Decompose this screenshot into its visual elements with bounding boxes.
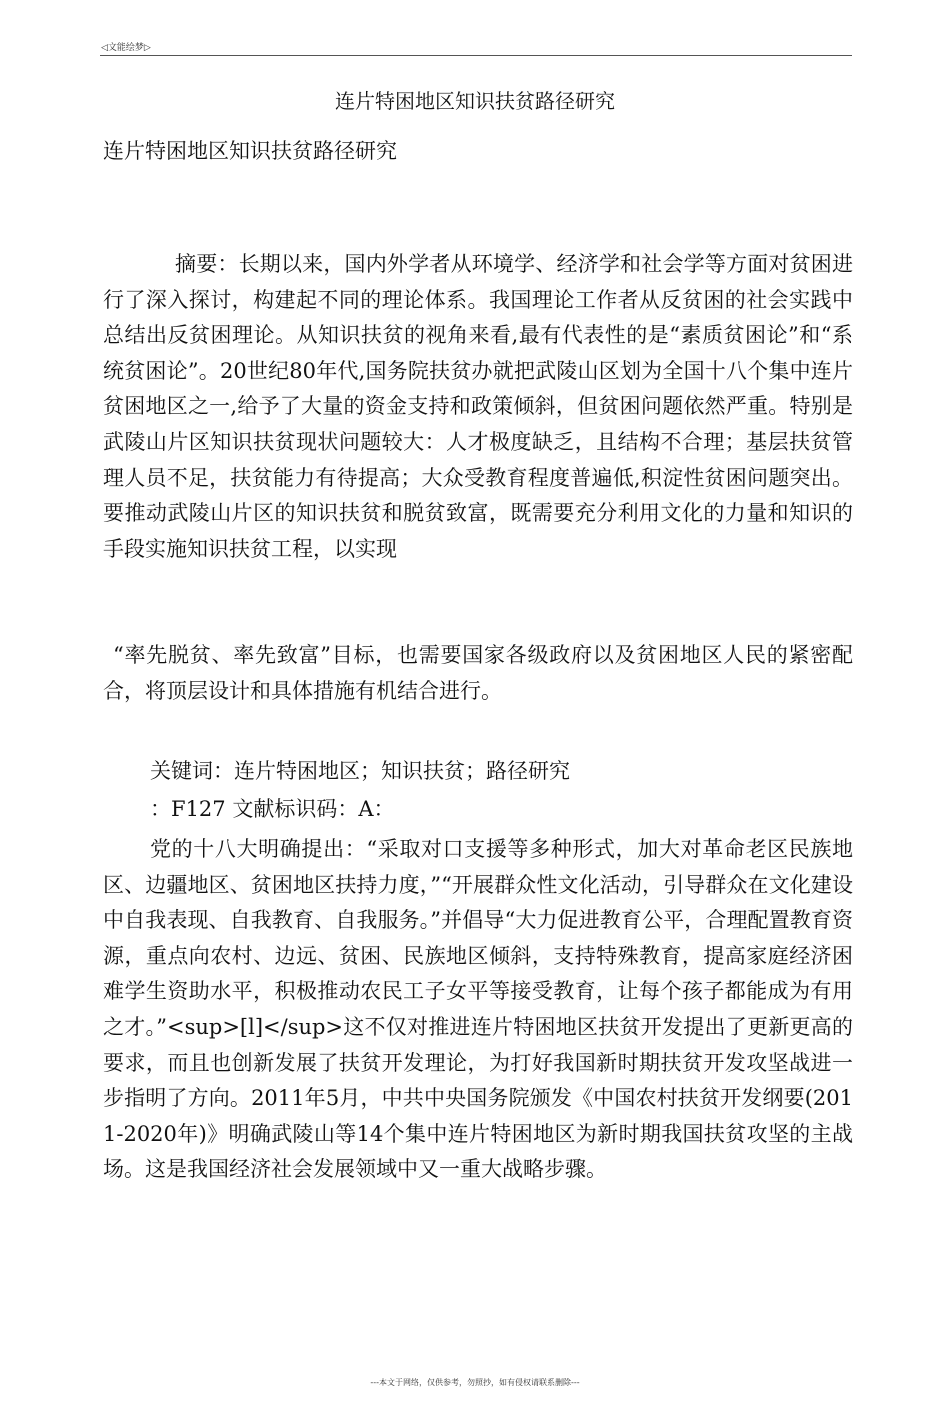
keywords-line: 关键词：连片特困地区；知识扶贫；路径研究 xyxy=(150,759,570,783)
header-mark: ◁文能绘梦▷ xyxy=(101,43,151,53)
abstract-paragraph: 摘要：长期以来，国内外学者从环境学、经济学和社会学等方面对贫困进行了深入探讨，构建起不同的理论体系。我国理论工作者从反贫困的社会实践中总结出反贫困理论。从知识扶贫的视角来看,最有代表性的是“素质贫困论”和“系统贫困论”。20世纪80年代,国务院扶贫办就把武陵山区划为全国十八个集中连片贫困地区之一,给予了大量的资金支持和政策倾斜，但贫困问题依然严重。特别是武陵山片区知识扶贫现状问题较大：人才极度缺乏，且结构不合理；基层扶贫管理人员不足，扶贫能力有待提高；大众受教育程度普遍低,积淀性贫困问题突出。要推动武陵山片区的知识扶贫和脱贫致富，既需要充分利用文化的力量和知识的手段实施知识扶贫工程，以实现 xyxy=(103,252,853,561)
document-subtitle: 连片特困地区知识扶贫路径研究 xyxy=(103,139,397,163)
body-paragraph: 党的十八大明确提出：“采取对口支援等多种形式，加大对革命老区民族地区、边疆地区、贫困地区扶持力度，”“开展群众性文化活动，引导群众在文化建设中自我表现、自我教育、自我服务。”并倡导“大力促进教育公平，合理配置教育资源，重点向农村、边远、贫困、民族地区倾斜，支持特殊教育，提高家庭经济困难学生资助水平，积极推动农民工子女平等接受教育，让每个孩子都能成为有用之才。”<sup>[l]</sup>这不仅对推进连片特困地区扶贫开发提出了更新更高的要求，而且也创新发展了扶贫开发理论，为打好我国新时期扶贫开发攻坚战进一步指明了方向。2011年5月，中共中央国务院颁发《中国农村扶贫开发纲要(2011-2020年)》明确武陵山等14个集中连片特困地区为新时期我国扶贫攻坚的主战场。这是我国经济社会发展领域中又一重大战略步骤。 xyxy=(103,837,853,1182)
document-title: 连片特困地区知识扶贫路径研究 xyxy=(335,89,615,113)
header-divider xyxy=(100,55,852,56)
classification-line: ：F127 文献标识码：A： xyxy=(150,797,395,821)
abstract-continuation: “率先脱贫、率先致富”目标，也需要国家各级政府以及贫困地区人民的紧密配合，将顶层设计和具体措施有机结合进行。 xyxy=(103,643,853,703)
footer-disclaimer: ---本文于网络，仅供参考，勿照抄，如有侵权请联系删除--- xyxy=(370,1378,580,1387)
